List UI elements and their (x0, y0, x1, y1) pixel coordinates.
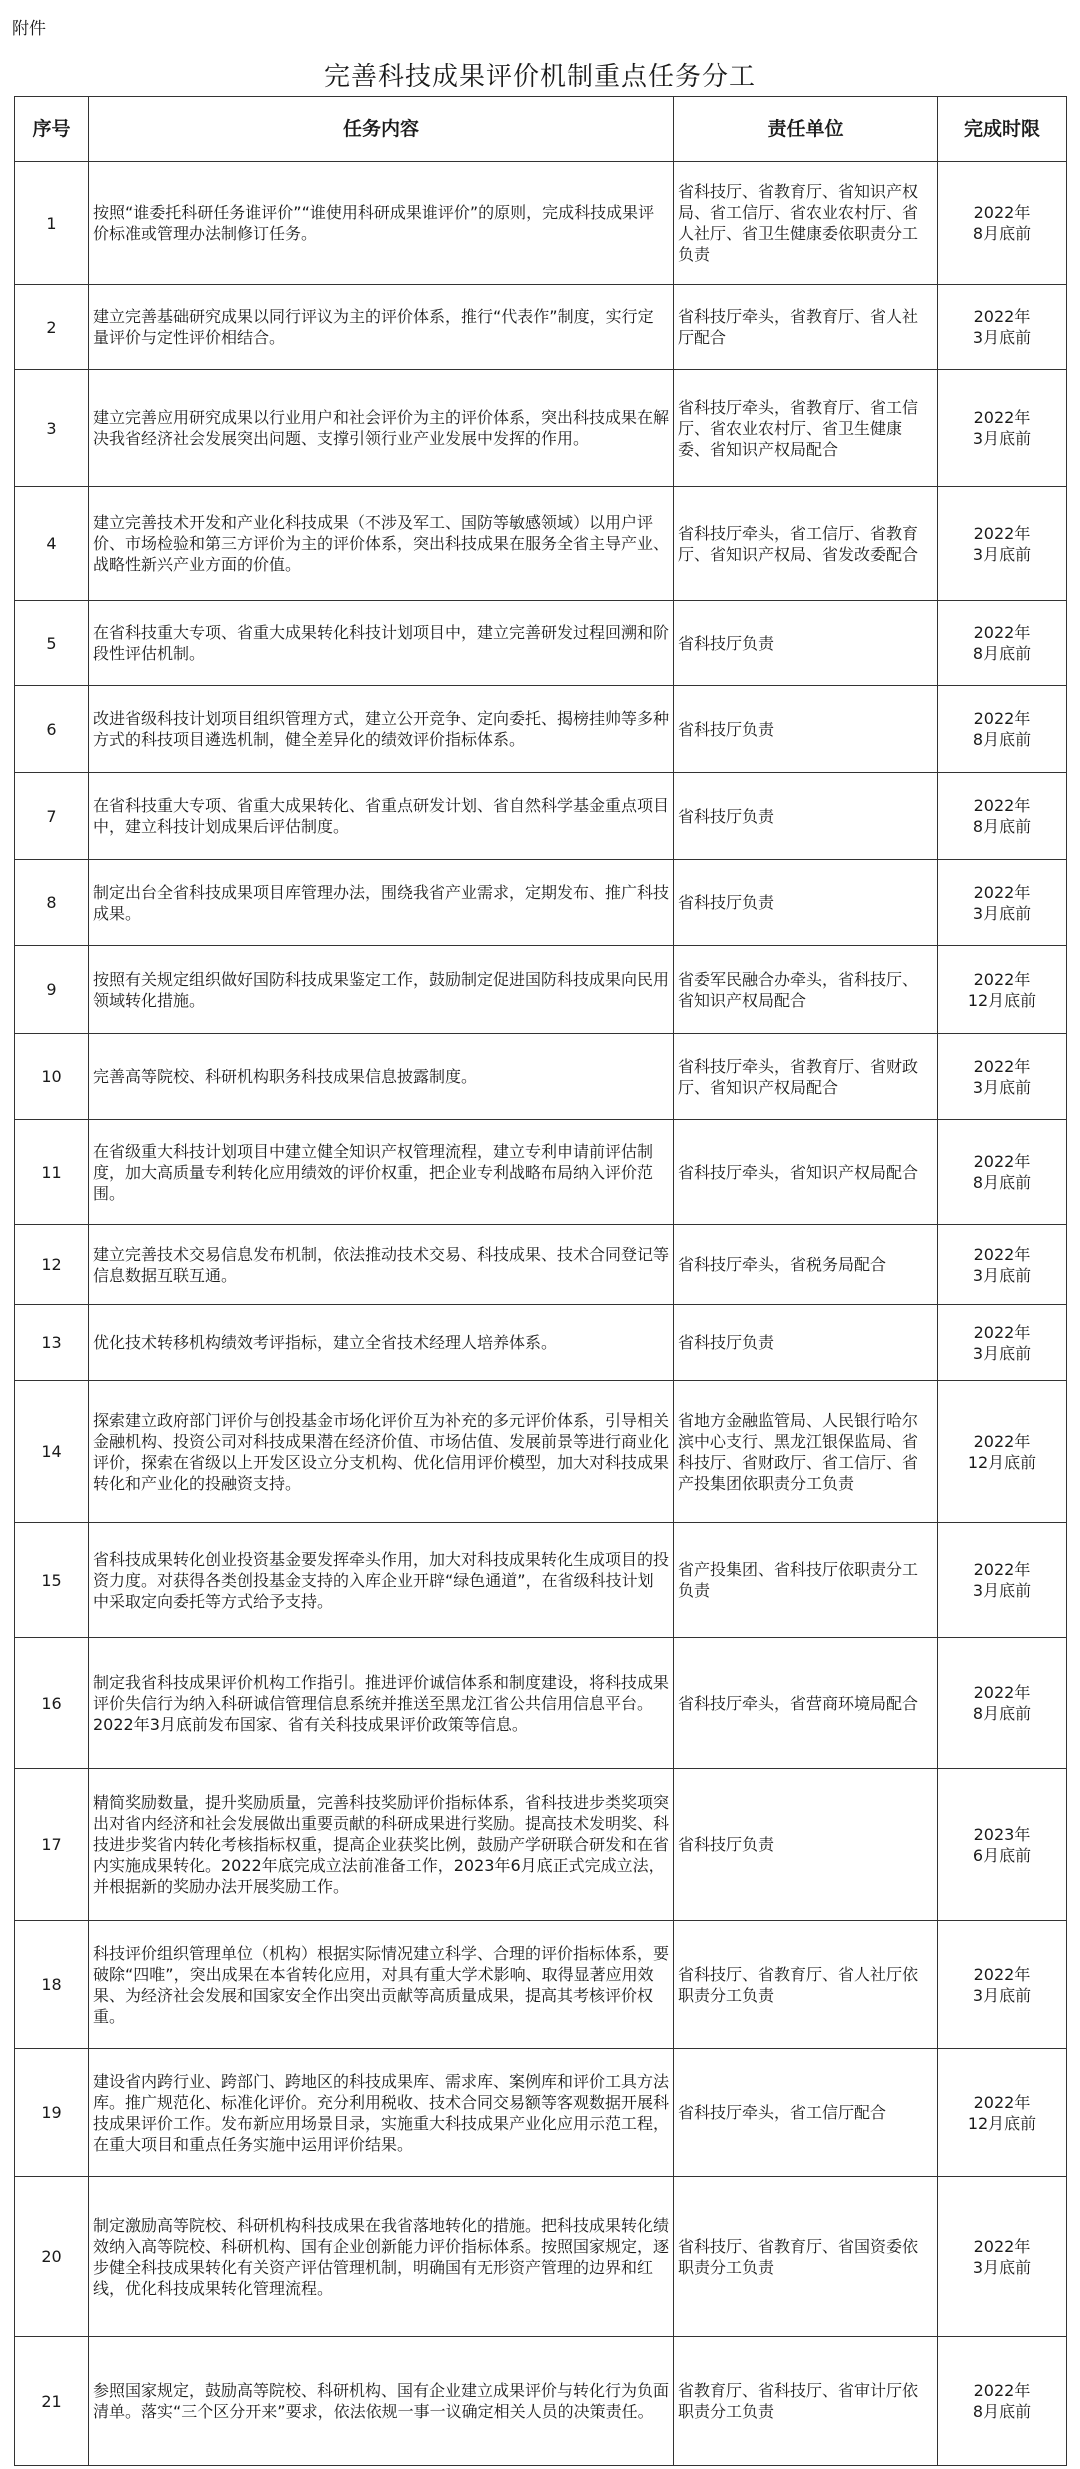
deadline-cell (938, 946, 1067, 1034)
deadline-month: 12月底前 (967, 1452, 1037, 1472)
table-row (15, 773, 1067, 860)
responsible-unit: 省科技厅牵头，省工信厅、省教育厅、省知识产权局、省发改委配合 (674, 487, 938, 601)
row-number: 21 (15, 2337, 89, 2466)
responsible-unit: 省委军民融合办牵头，省科技厅、省知识产权局配合 (674, 946, 938, 1034)
task-content: 制定激励高等院校、科研机构科技成果在我省落地转化的措施。把科技成果转化绩效纳入高等院校、科研机构、国有企业创新能力评价指标体系。按照国家规定，逐步健全科技成果转化有关资产评估管理机制，明确国有无形资产管理的边界和红线，优化科技成果转化管理流程。 (89, 2177, 674, 2337)
deadline-year: 2022年 (973, 523, 1031, 543)
header-num: 序号 (15, 97, 89, 162)
responsible-unit: 省科技厅、省教育厅、省国资委依职责分工负责 (674, 2177, 938, 2337)
task-content: 优化技术转移机构绩效考评指标，建立全省技术经理人培养体系。 (89, 1305, 674, 1381)
deadline-month: 6月底前 (972, 1845, 1032, 1865)
deadline-year: 2022年 (973, 1244, 1031, 1264)
row-number: 20 (15, 2177, 89, 2337)
task-content: 探索建立政府部门评价与创投基金市场化评价互为补充的多元评价体系，引导相关金融机构、投资公司对科技成果潜在经济价值、市场估值、发展前景等进行商业化评价，探索在省级以上开发区设立分支机构、优化信用评价模型，加大对科技成果转化和产业化的投融资支持。 (89, 1381, 674, 1523)
deadline-cell (938, 1305, 1067, 1381)
responsible-unit: 省科技厅负责 (674, 601, 938, 686)
deadline-year: 2023年 (973, 1824, 1031, 1844)
table-row (15, 1921, 1067, 2049)
deadline-cell (938, 686, 1067, 773)
responsible-unit: 省科技厅牵头，省工信厅配合 (674, 2049, 938, 2177)
table-row (15, 487, 1067, 601)
responsible-unit: 省科技厅负责 (674, 1769, 938, 1921)
deadline-cell (938, 1769, 1067, 1921)
deadline-cell (938, 1381, 1067, 1523)
deadline-month: 3月底前 (972, 429, 1032, 448)
deadline-month: 12月底前 (967, 2113, 1037, 2133)
responsible-unit: 省科技厅牵头，省教育厅、省工信厅、省农业农村厅、省卫生健康委、省知识产权局配合 (674, 370, 938, 487)
deadline-year: 2022年 (973, 203, 1031, 222)
table-row (15, 162, 1067, 285)
row-number: 18 (15, 1921, 89, 2049)
task-content: 省科技成果转化创业投资基金要发挥牵头作用，加大对科技成果转化生成项目的投资力度。对获得各类创投基金支持的入库企业开辟“绿色通道”，在省级科技计划中采取定向委托等方式给予支持。 (89, 1523, 674, 1638)
task-content: 参照国家规定，鼓励高等院校、科研机构、国有企业建立成果评价与转化行为负面清单。落实“三个区分开来”要求，依法依规一事一议确定相关人员的决策责任。 (89, 2337, 674, 2466)
deadline-month: 8月底前 (972, 730, 1032, 749)
deadline-cell (938, 1034, 1067, 1120)
task-content: 在省科技重大专项、省重大成果转化、省重点研发计划、省自然科学基金重点项目中，建立科技计划成果后评估制度。 (89, 773, 674, 860)
table-row (15, 2177, 1067, 2337)
task-content: 制定我省科技成果评价机构工作指引。推进评价诚信体系和制度建设，将科技成果评价失信行为纳入科研诚信管理信息系统并推送至黑龙江省公共信用信息平台。2022年3月底前发布国家、省有关科技成果评价政策等信息。 (89, 1638, 674, 1769)
deadline-cell (938, 2177, 1067, 2337)
deadline-year: 2022年 (973, 408, 1031, 427)
task-content: 按照有关规定组织做好国防科技成果鉴定工作，鼓励制定促进国防科技成果向民用领域转化措施。 (89, 946, 674, 1034)
task-content: 精简奖励数量，提升奖励质量，完善科技奖励评价指标体系，省科技进步类奖项突出对省内经济和社会发展做出重要贡献的科研成果进行奖励。提高技术发明奖、科技进步奖省内转化考核指标权重，提高企业获奖比例，鼓励产学研联合研发和在省内实施成果转化。2022年底完成立法前准备工作，2023年6月底正式完成立法，并根据新的奖励办法开展奖励工作。 (89, 1769, 674, 1921)
task-content: 建立完善基础研究成果以同行评议为主的评价体系，推行“代表作”制度，实行定量评价与定性评价相结合。 (89, 285, 674, 370)
responsible-unit: 省科技厅负责 (674, 773, 938, 860)
responsible-unit: 省产投集团、省科技厅依职责分工负责 (674, 1523, 938, 1638)
annex-label: 附件 (12, 19, 46, 39)
table-row (15, 1638, 1067, 1769)
responsible-unit: 省科技厅负责 (674, 1305, 938, 1381)
header-content: 任务内容 (89, 97, 674, 162)
deadline-cell (938, 1523, 1067, 1638)
document-title: 完善科技成果评价机制重点任务分工 (323, 62, 756, 92)
deadline-year: 2022年 (973, 1431, 1031, 1451)
deadline-year: 2022年 (973, 2381, 1031, 2400)
table-body (15, 162, 1067, 2466)
responsible-unit: 省科技厅牵头，省教育厅、省人社厅配合 (674, 285, 938, 370)
deadline-month: 3月底前 (972, 328, 1032, 347)
deadline-year: 2022年 (973, 1964, 1031, 1984)
responsible-unit: 省科技厅负责 (674, 686, 938, 773)
deadline-month: 3月底前 (972, 1581, 1032, 1600)
table-row (15, 860, 1067, 946)
responsible-unit: 省科技厅、省教育厅、省人社厅依职责分工负责 (674, 1921, 938, 2049)
deadline-year: 2022年 (973, 1560, 1031, 1579)
row-number: 6 (15, 686, 89, 773)
responsible-unit: 省地方金融监管局、人民银行哈尔滨中心支行、黑龙江银保监局、省科技厅、省财政厅、省工信厅、省产投集团依职责分工负责 (674, 1381, 938, 1523)
task-content: 建立完善技术交易信息发布机制，依法推动技术交易、科技成果、技术合同登记等信息数据互联互通。 (89, 1225, 674, 1305)
row-number: 13 (15, 1305, 89, 1381)
row-number: 11 (15, 1120, 89, 1225)
table-row (15, 1769, 1067, 1921)
deadline-month: 3月底前 (972, 1343, 1032, 1363)
task-content: 建设省内跨行业、跨部门、跨地区的科技成果库、需求库、案例库和评价工具方法库。推广规范化、标准化评价。充分利用税收、技术合同交易额等客观数据开展科技成果评价工作。发布新应用场景目录，实施重大科技成果产业化应用示范工程，在重大项目和重点任务实施中运用评价结果。 (89, 2049, 674, 2177)
table-row (15, 601, 1067, 686)
row-number: 1 (15, 162, 89, 285)
deadline-month: 3月底前 (972, 1265, 1032, 1285)
deadline-year: 2022年 (973, 1056, 1031, 1076)
table-row (15, 1305, 1067, 1381)
deadline-year: 2022年 (973, 2236, 1031, 2256)
task-content: 按照“谁委托科研任务谁评价”“谁使用科研成果谁评价”的原则，完成科技成果评价标准或管理办法制修订任务。 (89, 162, 674, 285)
deadline-cell (938, 2049, 1067, 2177)
responsible-unit: 省科技厅负责 (674, 860, 938, 946)
deadline-year: 2022年 (973, 2092, 1031, 2112)
task-content: 在省科技重大专项、省重大成果转化科技计划项目中，建立完善研发过程回溯和阶段性评估机制。 (89, 601, 674, 686)
deadline-month: 3月底前 (972, 1077, 1032, 1097)
row-number: 17 (15, 1769, 89, 1921)
deadline-cell (938, 860, 1067, 946)
deadline-year: 2022年 (973, 882, 1031, 902)
deadline-year: 2022年 (973, 1322, 1031, 1342)
row-number: 4 (15, 487, 89, 601)
row-number: 12 (15, 1225, 89, 1305)
deadline-cell (938, 162, 1067, 285)
deadline-month: 3月底前 (972, 1985, 1032, 2005)
table-row (15, 2337, 1067, 2466)
responsible-unit: 省科技厅牵头，省知识产权局配合 (674, 1120, 938, 1225)
row-number: 8 (15, 860, 89, 946)
row-number: 7 (15, 773, 89, 860)
deadline-cell (938, 1120, 1067, 1225)
task-content: 制定出台全省科技成果项目库管理办法，围绕我省产业需求，定期发布、推广科技成果。 (89, 860, 674, 946)
deadline-month: 8月底前 (972, 1173, 1032, 1192)
deadline-cell (938, 285, 1067, 370)
responsible-unit: 省科技厅牵头，省营商环境局配合 (674, 1638, 938, 1769)
deadline-cell (938, 1638, 1067, 1769)
deadline-month: 8月底前 (972, 224, 1032, 243)
deadline-month: 3月底前 (972, 544, 1032, 564)
task-content: 建立完善技术开发和产业化科技成果（不涉及军工、国防等敏感领域）以用户评价、市场检验和第三方评价为主的评价体系，突出科技成果在服务全省主导产业、战略性新兴产业方面的价值。 (89, 487, 674, 601)
responsible-unit: 省科技厅牵头，省教育厅、省财政厅、省知识产权局配合 (674, 1034, 938, 1120)
deadline-year: 2022年 (973, 623, 1031, 642)
deadline-year: 2022年 (973, 709, 1031, 728)
table-row (15, 1034, 1067, 1120)
table-row (15, 1120, 1067, 1225)
deadline-month: 8月底前 (972, 2402, 1032, 2421)
table-row (15, 1523, 1067, 1638)
deadline-month: 8月底前 (972, 644, 1032, 663)
responsible-unit: 省科技厅牵头，省税务局配合 (674, 1225, 938, 1305)
task-content: 在省级重大科技计划项目中建立健全知识产权管理流程，建立专利申请前评估制度，加大高质量专利转化应用绩效的评价权重，把企业专利战略布局纳入评价范围。 (89, 1120, 674, 1225)
table-row (15, 1225, 1067, 1305)
row-number: 10 (15, 1034, 89, 1120)
deadline-cell (938, 2337, 1067, 2466)
row-number: 2 (15, 285, 89, 370)
responsible-unit: 省科技厅、省教育厅、省知识产权局、省工信厅、省农业农村厅、省人社厅、省卫生健康委依职责分工负责 (674, 162, 938, 285)
deadline-month: 3月底前 (972, 903, 1032, 923)
deadline-month: 12月底前 (967, 990, 1037, 1010)
deadline-year: 2022年 (973, 969, 1031, 989)
task-content: 建立完善应用研究成果以行业用户和社会评价为主的评价体系，突出科技成果在解决我省经济社会发展突出问题、支撑引领行业产业发展中发挥的作用。 (89, 370, 674, 487)
row-number: 5 (15, 601, 89, 686)
task-content: 完善高等院校、科研机构职务科技成果信息披露制度。 (89, 1034, 674, 1120)
deadline-cell (938, 370, 1067, 487)
deadline-cell (938, 1225, 1067, 1305)
responsible-unit: 省教育厅、省科技厅、省审计厅依职责分工负责 (674, 2337, 938, 2466)
table-row (15, 686, 1067, 773)
row-number: 16 (15, 1638, 89, 1769)
table-row (15, 370, 1067, 487)
table-header-row (15, 97, 1067, 162)
deadline-cell (938, 487, 1067, 601)
deadline-year: 2022年 (973, 307, 1031, 326)
table-row (15, 285, 1067, 370)
row-number: 9 (15, 946, 89, 1034)
deadline-cell (938, 601, 1067, 686)
deadline-month: 8月底前 (972, 817, 1032, 836)
header-unit: 责任单位 (674, 97, 938, 162)
table-row (15, 946, 1067, 1034)
table-row (15, 2049, 1067, 2177)
deadline-year: 2022年 (973, 1152, 1031, 1171)
row-number: 3 (15, 370, 89, 487)
task-content: 科技评价组织管理单位（机构）根据实际情况建立科学、合理的评价指标体系，要破除“四唯”，突出成果在本省转化应用，对具有重大学术影响、取得显著应用效果、为经济社会发展和国家安全作出突出贡献等高质量成果，提高其考核评价权重。 (89, 1921, 674, 2049)
row-number: 15 (15, 1523, 89, 1638)
deadline-month: 8月底前 (972, 1704, 1032, 1723)
row-number: 19 (15, 2049, 89, 2177)
table-row (15, 1381, 1067, 1523)
row-number: 14 (15, 1381, 89, 1523)
deadline-cell (938, 1921, 1067, 2049)
deadline-year: 2022年 (973, 796, 1031, 815)
deadline-year: 2022年 (973, 1683, 1031, 1702)
task-content: 改进省级科技计划项目组织管理方式，建立公开竞争、定向委托、揭榜挂帅等多种方式的科技项目遴选机制，健全差异化的绩效评价指标体系。 (89, 686, 674, 773)
header-time: 完成时限 (938, 97, 1067, 162)
task-table (14, 96, 1067, 2466)
deadline-month: 3月底前 (972, 2257, 1032, 2277)
deadline-cell (938, 773, 1067, 860)
